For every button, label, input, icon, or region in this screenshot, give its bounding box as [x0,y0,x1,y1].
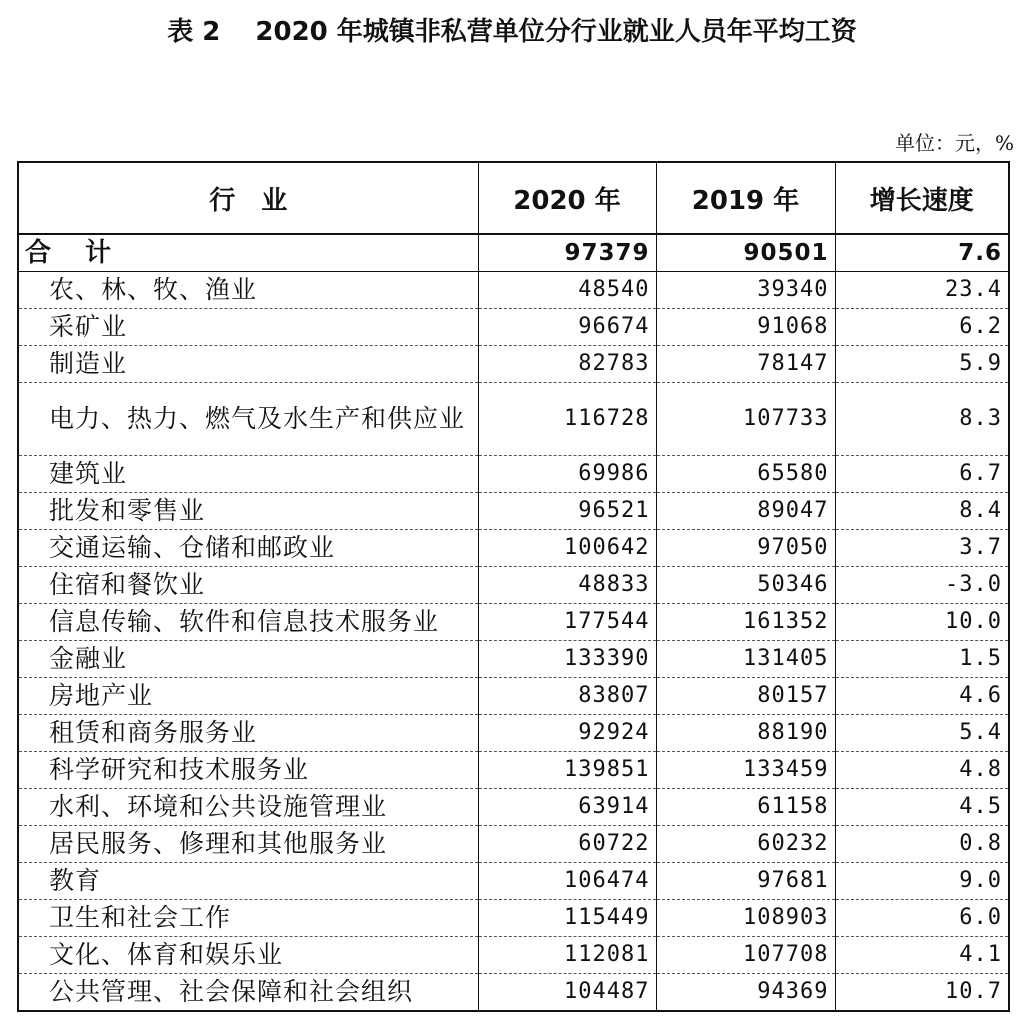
industry-name: 公共管理、社会保障和社会组织 [18,974,478,1012]
header-row [18,162,1009,234]
wage-2019: 97050 [656,530,835,567]
wage-2019: 133459 [656,752,835,789]
total-2020: 97379 [478,234,656,272]
wage-2019: 107733 [656,383,835,456]
table-row [18,309,1009,346]
industry-name: 农、林、牧、渔业 [18,272,478,309]
table-row [18,530,1009,567]
growth-rate: 0.8 [835,826,1009,863]
total-row [18,234,1009,272]
table-row [18,272,1009,309]
table-row [18,604,1009,641]
wage-2019: 94369 [656,974,835,1012]
header-2020: 2020 年 [478,162,656,234]
industry-name: 电力、热力、燃气及水生产和供应业 [18,383,478,456]
table-row [18,383,1009,456]
wage-2020: 60722 [478,826,656,863]
growth-rate: 4.8 [835,752,1009,789]
growth-rate: 4.1 [835,937,1009,974]
wage-2019: 161352 [656,604,835,641]
growth-rate: 5.4 [835,715,1009,752]
growth-rate: 8.3 [835,383,1009,456]
header-industry: 行 业 [18,162,478,234]
wage-2020: 96521 [478,493,656,530]
wage-2019: 131405 [656,641,835,678]
table-row [18,900,1009,937]
wage-2019: 89047 [656,493,835,530]
industry-name: 科学研究和技术服务业 [18,752,478,789]
table-row [18,678,1009,715]
growth-rate: 6.2 [835,309,1009,346]
industry-name: 交通运输、仓储和邮政业 [18,530,478,567]
wage-2020: 48540 [478,272,656,309]
wage-2019: 65580 [656,456,835,493]
growth-rate: 9.0 [835,863,1009,900]
table-row [18,715,1009,752]
wage-2020: 104487 [478,974,656,1012]
table-row [18,493,1009,530]
table-row [18,937,1009,974]
industry-name: 批发和零售业 [18,493,478,530]
wage-2020: 139851 [478,752,656,789]
wage-table [17,161,1010,1012]
industry-name: 住宿和餐饮业 [18,567,478,604]
wage-2019: 88190 [656,715,835,752]
wage-2020: 69986 [478,456,656,493]
table-row [18,752,1009,789]
growth-rate: 5.9 [835,346,1009,383]
wage-2020: 92924 [478,715,656,752]
table-row [18,974,1009,1012]
wage-2019: 108903 [656,900,835,937]
growth-rate: 3.7 [835,530,1009,567]
industry-name: 居民服务、修理和其他服务业 [18,826,478,863]
wage-2020: 82783 [478,346,656,383]
industry-name: 制造业 [18,346,478,383]
growth-rate: 23.4 [835,272,1009,309]
growth-rate: 4.5 [835,789,1009,826]
industry-name: 房地产业 [18,678,478,715]
table-row [18,641,1009,678]
total-label: 合 计 [18,234,478,272]
wage-2020: 112081 [478,937,656,974]
wage-2020: 177544 [478,604,656,641]
growth-rate: 10.0 [835,604,1009,641]
header-2019: 2019 年 [656,162,835,234]
wage-2019: 107708 [656,937,835,974]
growth-rate: -3.0 [835,567,1009,604]
industry-name: 水利、环境和公共设施管理业 [18,789,478,826]
growth-rate: 10.7 [835,974,1009,1012]
document-title: 表 2 2020 年城镇非私营单位分行业就业人员年平均工资 [167,17,857,47]
total-growth-rate: 7.6 [835,234,1009,272]
wage-2019: 60232 [656,826,835,863]
industry-name: 租赁和商务服务业 [18,715,478,752]
growth-rate: 1.5 [835,641,1009,678]
wage-2019: 91068 [656,309,835,346]
table-row [18,789,1009,826]
table-row [18,863,1009,900]
wage-2019: 50346 [656,567,835,604]
wage-2019: 97681 [656,863,835,900]
wage-2020: 116728 [478,383,656,456]
industry-name: 金融业 [18,641,478,678]
industry-name: 建筑业 [18,456,478,493]
wage-2020: 100642 [478,530,656,567]
wage-2020: 48833 [478,567,656,604]
wage-2019: 80157 [656,678,835,715]
wage-2019: 39340 [656,272,835,309]
growth-rate: 8.4 [835,493,1009,530]
industry-name: 卫生和社会工作 [18,900,478,937]
wage-2020: 83807 [478,678,656,715]
total-2019: 90501 [656,234,835,272]
industry-name: 教育 [18,863,478,900]
wage-2020: 63914 [478,789,656,826]
wage-2020: 106474 [478,863,656,900]
wage-2020: 133390 [478,641,656,678]
industry-name: 文化、体育和娱乐业 [18,937,478,974]
table-row [18,826,1009,863]
table-row [18,567,1009,604]
table-row [18,346,1009,383]
growth-rate: 4.6 [835,678,1009,715]
table-row [18,456,1009,493]
industry-name: 信息传输、软件和信息技术服务业 [18,604,478,641]
wage-2019: 78147 [656,346,835,383]
wage-2020: 115449 [478,900,656,937]
growth-rate: 6.7 [835,456,1009,493]
growth-rate: 6.0 [835,900,1009,937]
unit-note: 单位：元，% [894,131,1014,155]
header-growth-rate: 增长速度 [835,162,1009,234]
industry-name: 采矿业 [18,309,478,346]
wage-2020: 96674 [478,309,656,346]
wage-2019: 61158 [656,789,835,826]
